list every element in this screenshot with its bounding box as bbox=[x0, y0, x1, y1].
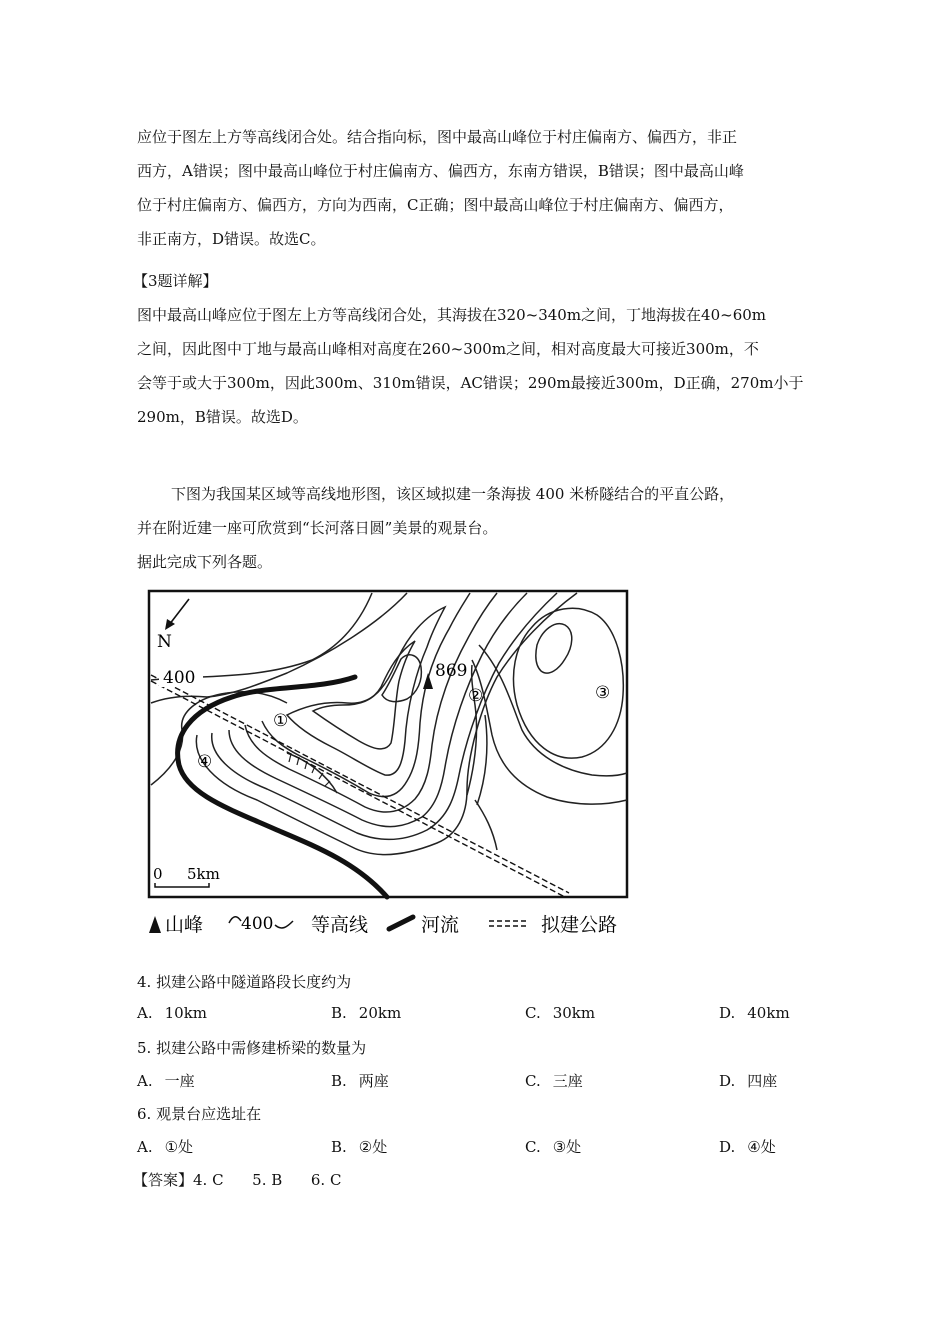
marker-3: ③ bbox=[595, 683, 611, 703]
question-6-stem: 6. 观景台应选址在 bbox=[137, 1105, 262, 1123]
map-legend bbox=[149, 914, 617, 936]
marker-1: ① bbox=[273, 711, 289, 731]
option-b[interactable]: B. 两座 bbox=[331, 1072, 389, 1090]
text-line: 西方，A错误；图中最高山峰位于村庄偏南方、偏西方，东南方错误，B错误；图中最高山峰 bbox=[137, 162, 744, 180]
contour-map bbox=[137, 585, 637, 945]
legend-contour-value: 400 bbox=[241, 914, 274, 934]
contour-label-400: 400 bbox=[163, 668, 196, 688]
explanation-paragraph-1 bbox=[137, 120, 817, 256]
map-border bbox=[149, 591, 627, 897]
section-heading bbox=[133, 264, 813, 298]
legend-peak-label: 山峰 bbox=[165, 914, 204, 936]
question-6-options bbox=[137, 1136, 817, 1160]
q3-heading: 【3题详解】 bbox=[133, 272, 218, 290]
text-line: 位于村庄偏南方、偏西方，方向为西南，C正确；图中最高山峰位于村庄偏南方、偏西方， bbox=[137, 196, 734, 214]
marker-4: ④ bbox=[197, 752, 213, 772]
legend-road-icon bbox=[489, 921, 529, 926]
option-c[interactable]: C. ③处 bbox=[525, 1138, 582, 1156]
text-line: 图中最高山峰应位于图左上方等高线闭合处，其海拔在320~340m之间，丁地海拔在40~60m bbox=[137, 306, 767, 324]
text-line: 应位于图左上方等高线闭合处。结合指向标，图中最高山峰位于村庄偏南方、偏西方，非正 bbox=[137, 128, 738, 146]
explanation-paragraph-2 bbox=[137, 298, 817, 434]
option-d[interactable]: D. 四座 bbox=[719, 1072, 778, 1090]
text-line: 并在附近建一座可欣赏到“长河落日圆”美景的观景台。 bbox=[137, 519, 498, 537]
scale-bar bbox=[153, 865, 220, 887]
legend-peak-icon bbox=[149, 916, 161, 933]
legend-contour-label: 等高线 bbox=[311, 914, 369, 936]
proposed-road bbox=[151, 675, 569, 897]
north-arrow-icon bbox=[165, 599, 189, 630]
marker-2: ② bbox=[468, 686, 484, 706]
cliff-hachures bbox=[289, 754, 330, 786]
peak-triangle-icon bbox=[423, 673, 433, 689]
option-d[interactable]: D. 40km bbox=[719, 1004, 790, 1022]
scale-label: 5km bbox=[187, 865, 220, 883]
question-4-options bbox=[137, 1004, 817, 1028]
option-c[interactable]: C. 30km bbox=[525, 1004, 596, 1022]
legend-river-icon bbox=[389, 917, 413, 929]
question-4-stem: 4. 拟建公路中隧道路段长度约为 bbox=[137, 973, 352, 991]
option-a[interactable]: A. 一座 bbox=[137, 1072, 195, 1090]
text-line: 之间，因此图中丁地与最高山峰相对高度在260~300m之间，相对高度最大可接近300m，不 bbox=[137, 340, 759, 358]
question-intro bbox=[137, 477, 817, 579]
option-a[interactable]: A. 10km bbox=[137, 1004, 208, 1022]
legend-river-label: 河流 bbox=[421, 914, 460, 936]
peak-elevation: 869 bbox=[435, 661, 468, 681]
text-line: 非正南方，D错误。故选C。 bbox=[137, 230, 326, 248]
contour-lines bbox=[151, 593, 627, 855]
option-d[interactable]: D. ④处 bbox=[719, 1138, 776, 1156]
contour-map-figure bbox=[137, 585, 637, 945]
text-line: 会等于或大于300m，因此300m、310m错误，AC错误；290m最接近300m，D正确，270m小于 bbox=[137, 374, 804, 392]
option-b[interactable]: B. ②处 bbox=[331, 1138, 388, 1156]
legend-road-label: 拟建公路 bbox=[541, 914, 618, 936]
option-b[interactable]: B. 20km bbox=[331, 1004, 402, 1022]
answer-line: 【答案】4. C 5. B 6. C bbox=[133, 1171, 342, 1189]
text-line: 290m，B错误。故选D。 bbox=[137, 408, 308, 426]
option-a[interactable]: A. ①处 bbox=[137, 1138, 194, 1156]
question-5-options bbox=[137, 1070, 817, 1094]
question-5-stem: 5. 拟建公路中需修建桥梁的数量为 bbox=[137, 1039, 367, 1057]
scale-zero: 0 bbox=[153, 865, 163, 883]
text-line: 下图为我国某区域等高线地形图，该区域拟建一条海拔 400 米桥隧结合的平直公路， bbox=[171, 485, 735, 503]
option-c[interactable]: C. 三座 bbox=[525, 1072, 583, 1090]
legend-contour-icon bbox=[229, 917, 241, 923]
text-line: 据此完成下列各题。 bbox=[137, 553, 273, 571]
north-label: N bbox=[157, 632, 172, 652]
